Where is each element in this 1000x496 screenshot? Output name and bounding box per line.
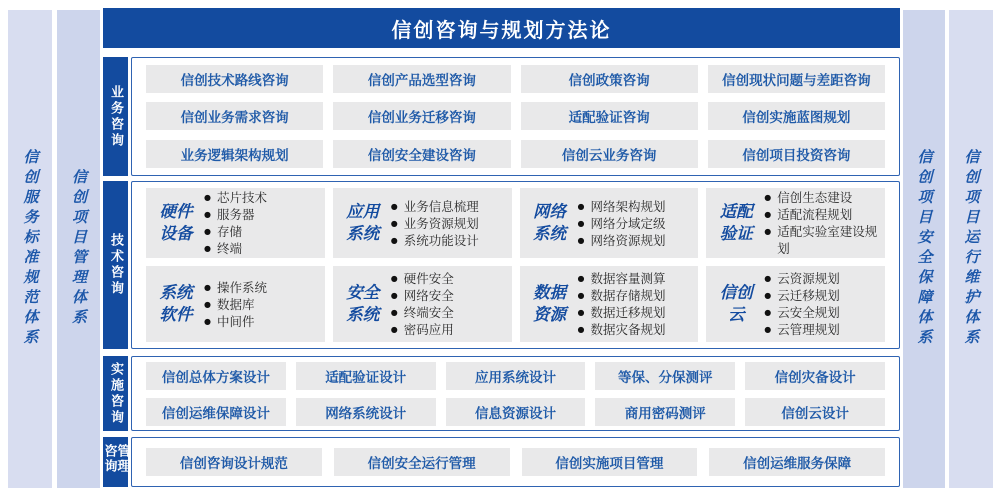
item-box: 信创安全建设咨询 [333, 140, 510, 168]
bullet: ● 网络安全 [391, 287, 506, 304]
tech-cell-data-resource [520, 266, 699, 342]
tech-category: 硬件设备 [159, 201, 193, 243]
bullet: ● 中间件 [204, 313, 319, 330]
item-box: 信创业务迁移咨询 [333, 102, 510, 130]
tech-category: 安全系统 [346, 282, 380, 324]
item-box: 信创安全运行管理 [334, 448, 510, 476]
tech-bullet-list [578, 270, 693, 338]
bullet: ● 芯片技术 [204, 189, 319, 206]
item-box: 信创云业务咨询 [521, 140, 698, 168]
tech-bullet-list [578, 198, 693, 249]
tech-category: 网络系统 [533, 201, 566, 243]
bullet: ● 系统功能设计 [391, 232, 506, 249]
bullet: ● 密码应用 [391, 321, 506, 338]
bullet: ● 数据库 [204, 296, 319, 313]
bullet: ● 云迁移规划 [764, 287, 879, 304]
bullet: ● 适配实验室建设规划 [764, 223, 879, 257]
section-technical-consulting-label [103, 181, 128, 349]
item-box: 信创技术路线咨询 [146, 65, 323, 93]
bullet: ● 终端安全 [391, 304, 506, 321]
tech-bullet-list [204, 279, 319, 330]
bullet: ● 云资源规划 [764, 270, 879, 287]
bullet: ● 存储 [204, 223, 319, 240]
pillar-security-assurance-label: 信创项目安全保障体系 [915, 149, 934, 349]
section-business-consulting-label [103, 57, 128, 176]
item-box: 网络系统设计 [296, 398, 436, 426]
title-bar [103, 8, 900, 48]
bullet: ● 终端 [204, 240, 319, 257]
bullet: ● 云安全规划 [764, 304, 879, 321]
section-technical-consulting [103, 181, 900, 349]
tech-bullet-list [204, 189, 319, 257]
item-box: 信创灾备设计 [745, 362, 885, 390]
pillar-project-management-label: 信创项目管理体系 [70, 169, 88, 329]
item-box: 信创实施蓝图规划 [708, 102, 885, 130]
section-consulting-management-label [103, 437, 128, 487]
bullet: ● 云管理规划 [764, 321, 879, 338]
item-box: 信创政策咨询 [521, 65, 698, 93]
bullet: ● 数据容量测算 [578, 270, 693, 287]
page-title: 信创咨询与规划方法论 [391, 17, 612, 42]
item-box: 信创总体方案设计 [146, 362, 286, 390]
section-technical-consulting-cells [131, 181, 900, 349]
tech-category: 数据资源 [533, 282, 566, 324]
item-box: 适配验证设计 [296, 362, 436, 390]
section-implementation-consulting [103, 356, 900, 431]
section-label-text: 技术咨询 [108, 233, 123, 297]
item-box: 信创项目投资咨询 [708, 140, 885, 168]
bullet: ● 硬件安全 [391, 270, 506, 287]
tech-cell-application [333, 188, 512, 258]
item-box: 信创运维保障设计 [146, 398, 286, 426]
pillar-service-standards-label: 信创服务标准规范体系 [21, 149, 40, 349]
bullet: ● 操作系统 [204, 279, 319, 296]
bullet: ● 信创生态建设 [764, 189, 879, 206]
tech-bullet-list [391, 270, 506, 338]
tech-bullet-list [764, 270, 879, 338]
tech-bullet-list [764, 189, 879, 257]
tech-cell-hardware [146, 188, 325, 258]
item-box: 信创咨询设计规范 [146, 448, 322, 476]
bullet: ● 数据灾备规划 [578, 321, 693, 338]
tech-bullet-list [391, 198, 506, 249]
pillar-project-management [57, 10, 100, 488]
tech-cell-adaptation [706, 188, 885, 258]
item-box: 信创业务需求咨询 [146, 102, 323, 130]
item-box: 等保、分保测评 [595, 362, 735, 390]
bullet: ● 网络分域定级 [578, 215, 693, 232]
item-box: 业务逻辑架构规划 [146, 140, 323, 168]
section-label-text: 业务咨询 [108, 84, 123, 149]
bullet: ● 适配流程规划 [764, 206, 879, 223]
item-box: 信创产品选型咨询 [333, 65, 510, 93]
bullet: ● 网络架构规划 [578, 198, 693, 215]
item-box: 商用密码测评 [595, 398, 735, 426]
item-box: 应用系统设计 [446, 362, 586, 390]
section-label-text: 咨询管理 [101, 444, 130, 474]
bullet: ● 业务信息梳理 [391, 198, 506, 215]
main-framework [103, 8, 900, 487]
item-box: 适配验证咨询 [521, 102, 698, 130]
tech-category: 系统软件 [159, 282, 193, 324]
tech-cell-network [520, 188, 699, 258]
item-box: 信息资源设计 [446, 398, 586, 426]
section-implementation-consulting-label [103, 356, 128, 431]
item-box: 信创云设计 [745, 398, 885, 426]
section-implementation-consulting-items [131, 356, 900, 431]
pillar-operation-maintenance-label: 信创项目运行维护体系 [962, 149, 981, 349]
section-label-text: 实施咨询 [108, 361, 123, 426]
tech-category: 适配验证 [719, 201, 753, 243]
bullet: ● 服务器 [204, 206, 319, 223]
tech-cell-system-software [146, 266, 325, 342]
section-consulting-management-items [131, 437, 900, 487]
pillar-service-standards [8, 10, 52, 488]
pillar-security-assurance [903, 10, 945, 488]
bullet: ● 数据存储规划 [578, 287, 693, 304]
bullet: ● 网络资源规划 [578, 232, 693, 249]
item-box: 信创现状问题与差距咨询 [708, 65, 885, 93]
tech-category: 信创云 [719, 282, 753, 324]
pillar-operation-maintenance [949, 10, 993, 488]
tech-cell-security [333, 266, 512, 342]
section-business-consulting [103, 57, 900, 176]
bullet: ● 业务资源规划 [391, 215, 506, 232]
tech-cell-xinchuang-cloud [706, 266, 885, 342]
item-box: 信创实施项目管理 [522, 448, 698, 476]
bullet: ● 数据迁移规划 [578, 304, 693, 321]
item-box: 信创运维服务保障 [709, 448, 885, 476]
section-consulting-management [103, 437, 900, 487]
section-business-consulting-items [131, 57, 900, 176]
tech-category: 应用系统 [346, 201, 380, 243]
